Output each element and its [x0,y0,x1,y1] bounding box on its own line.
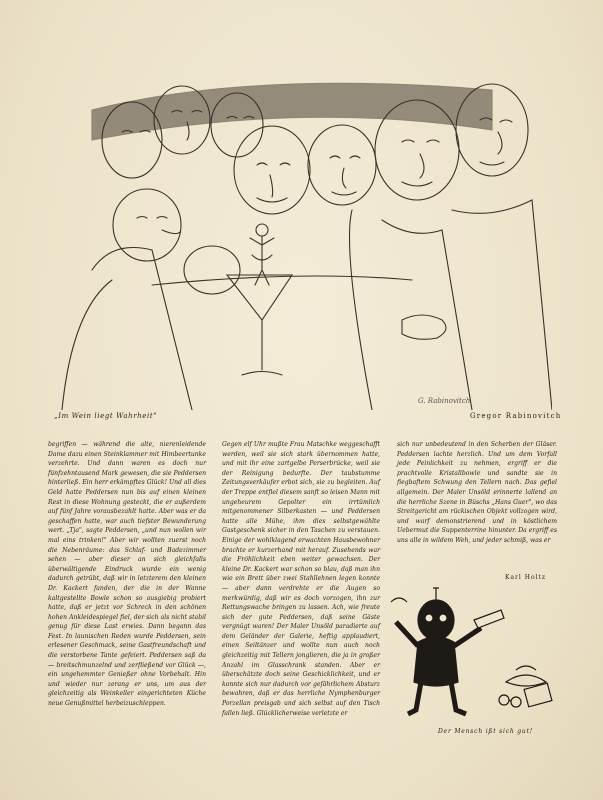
small-caption: Der Mensch ißt sich gut! [438,728,534,735]
drinking-men-illustration [52,70,552,410]
artist-signature: G. Rabinovitch [418,397,471,405]
main-caption: „Im Wein liegt Wahrheit" [54,412,158,420]
author-name: Karl Holtz [505,574,547,581]
diver-figure-illustration [386,582,566,722]
text-column-2 [222,440,380,718]
text-column-3 [397,440,557,546]
column-text: sich nur unbedeutend in den Scherben der Gläser. Peddersen lachte herzlich. Und um dem Vorfall jede Peinlichkeit zu nehmen, ergriff er die prachtvolle Kristallbowle und sandte sie in fiegbaftem Schwung den Tellern nach. Das gefiel allgemein. Der Maler Unsöld erinnerte lallend an die herrliche Szene in Büschs „Hans Guer", wo das Streitgericht am rückischen Objekt vollzogen wird, und warf demonstrierend und in köstlichem Uebermut die Suppenterrine hinunter. Da ergriff es uns alle in wildem Weh, und jeder schmiß, was er [397,441,557,544]
column-text: begriffen — während die alte, nierenleidende Dame dazu einen Steinklammer mit Himbeertunke verzehrte. Und dann waren es doch nur fünfzehntausend Mark gewesen, die sie Peddersen hinterließ. Ein herr erkämpftes Glück! Und all dies Geld hatte Peddersen nun bis auf einen kleinen Rest in diese Wohnung gesteckt, die er außerdem auf fünf Jahre vorausbezahlt hatte. Aber was er da geschaffen hatte, war auch tiefster Bewunderung wert. „Tja", sagte Peddersen, „und nun wollen wir mal eins trinken!" Aber wir wollten zuerst noch die Nebenräume: das Schlaf- und Badezimmer sehen — aber dieser an sich gleichfalls überwältigende Eindruck wurde ein wenig dadurch getrübt, daß wir in letzterem den kleinen Dr. Kackert fanden, der die in der Wanne kaltgestellte Bowle schon so ausgiebig probiert hatte, daß er jetzt vor Schreck in den schönen hohen Ankleidespiegel fiel, der sich als nicht stabil genug für diese Last erwies. Dann begann das Fest. In launischen Reden wurde Peddersen, sein erlesener Geschmack, seine Gastfreundschaft und die verstorbene Tante gefeiert. Peddersen saß da — breitschmunzelnd und zerfließend vor Glück —, ein ungehemmter Genießer ohne Vorbehalt. Hin und wieder nur zerang er uns, um aus der gleichzeitig als Weinkeller eingerichteten Küche neue Genußmittel herbeizuschleppen. [48,441,206,708]
text-column-1 [48,440,206,709]
column-text: Gegen elf Uhr mußte Frau Matschke weggeschafft werden, weil sie sich stark übernommen hatte, und mit ihr eine zartgelbe Perserbrücke, weil sie der Reinigung bedurfte. Der taubstumme Zeitungsverkäufer erbot sich, sie zu begleiten. Auf der Treppe entfiel diesem sanft so leisen Mann mit ungeheurem Gepolter ein irrtümlich mitgenommener Silberkasten — und Peddersen hatte alle Mühe, ihm dies selbstgewählte Gastgeschenk sicher in den Taschen zu verstauen. Einige der wohlklagend erwachten Hausbewohner brachte er kurzerhand mit herauf. Zusehends war die Fröhlichkeit eben weiter gewachsen. Der kleine Dr. Kackert war schon so blau, daß man ihn wie ein Brett über zwei Stahllehnen legen konnte — aber dann verdrehte er die Augen so merkwürdig, daß wir es doch vorzogen, ihn zur Rettungswache bringen zu lassen. Ach, wie freute sich der gute Peddersen, daß seine Gäste vergnügt waren! Der Maler Unsöld paradierte auf dem Geländer der Galerie, heftig applaudiert, einen Seiltänzer und wollte nun auch noch gleichzeitig mit Tellern jonglieren, die ja in großer Anzahl im Glasschrank standen. Aber er überschätzte doch seine Geschicklichkeit, und er konnte sich nur dadurch vor gefährlichem Absturz bewahren, daß er das herrliche Nymphenburger Porzellan preisgab und sich selbst auf den Tisch fallen ließ. Glücklicherweise verletzte er [222,441,380,717]
artist-credit: Gregor Rabinovitch [470,412,562,420]
